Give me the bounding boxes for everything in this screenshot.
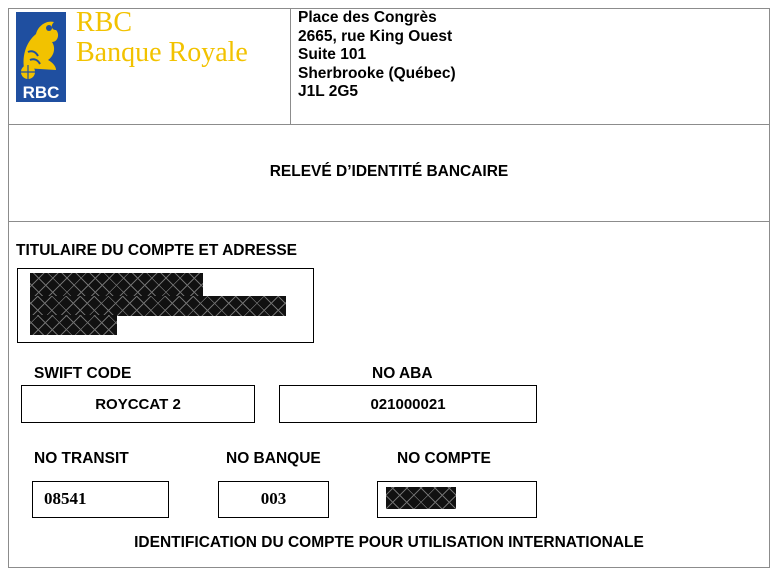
- header-divider-vertical: [290, 8, 291, 124]
- branch-address: [298, 9, 456, 102]
- bank-field: [218, 481, 329, 518]
- bank-value: 003: [260, 489, 287, 508]
- bank-label: NO BANQUE: [226, 450, 321, 467]
- shield-text: RBC: [22, 83, 60, 102]
- rbc-logo: [16, 7, 248, 106]
- aba-field: 021000021: [279, 385, 537, 423]
- address-line-4: Sherbrooke (Québec): [298, 64, 456, 82]
- address-line-1: Place des Congrès: [298, 9, 437, 26]
- account-holder-label: TITULAIRE DU COMPTE ET ADRESSE: [16, 242, 298, 259]
- account-field: [377, 481, 537, 518]
- address-line-2: 2665, rue King Ouest: [298, 27, 453, 45]
- account-holder-box: [17, 268, 314, 343]
- transit-field: [32, 481, 169, 518]
- swift-code-label: SWIFT CODE: [34, 365, 132, 382]
- title-divider: [8, 221, 770, 222]
- account-label: NO COMPTE: [397, 450, 491, 467]
- rbc-shield-icon: [16, 12, 66, 102]
- redacted-name: [30, 273, 203, 297]
- brand-line1: RBC: [76, 7, 133, 38]
- redacted-city-line: [30, 315, 117, 335]
- aba-label: NO ABA: [372, 365, 433, 382]
- document-title: RELEVÉ D’IDENTITÉ BANCAIRE: [269, 163, 509, 180]
- transit-label: NO TRANSIT: [34, 450, 129, 467]
- redacted-account-number: [386, 487, 456, 509]
- redacted-address-line: [30, 296, 286, 316]
- brand-line2: Banque Royale: [76, 37, 248, 68]
- address-line-3: Suite 101: [298, 46, 367, 63]
- swift-code-field: ROYCCAT 2: [21, 385, 255, 423]
- footer-text: IDENTIFICATION DU COMPTE POUR UTILISATION INTERNATIONALE: [134, 534, 644, 551]
- transit-value: 08541: [44, 489, 87, 508]
- header-divider: [8, 124, 770, 125]
- address-line-5: J1L 2G5: [298, 83, 359, 100]
